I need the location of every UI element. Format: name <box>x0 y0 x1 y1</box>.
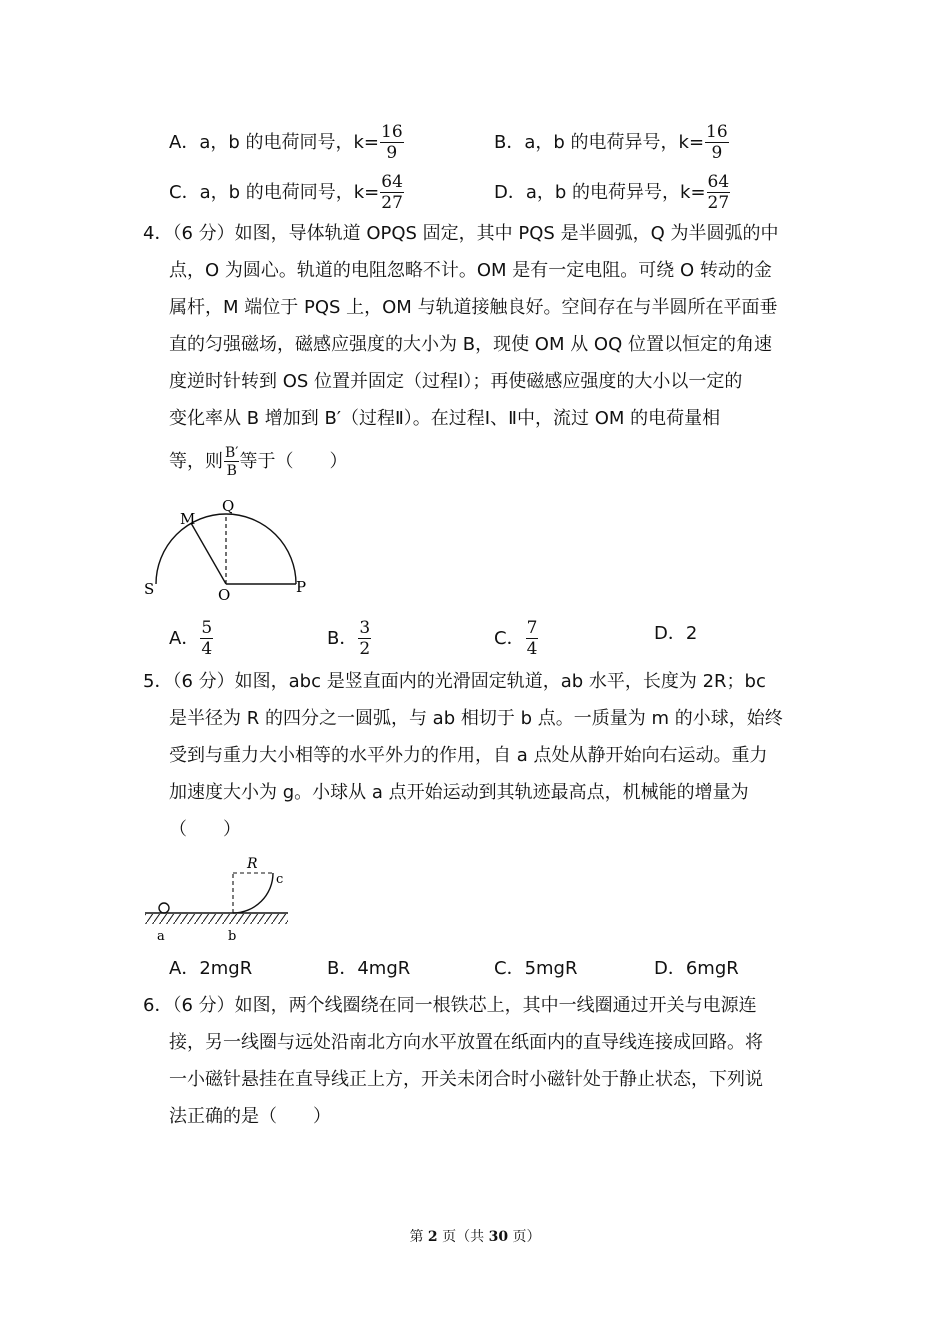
q4-option-a-fraction: $\frac{5}{4}$ <box>201 618 213 659</box>
q5-line-3: 受到与重力大小相等的水平外力的作用，自 a 点处从静开始向右运动。重力 <box>169 745 768 766</box>
label-c: c <box>276 872 284 887</box>
q3-option-c-fraction: $\frac{64}{27}$ <box>381 172 403 213</box>
label-r: R <box>247 856 258 872</box>
page-number: 2 <box>427 1229 438 1245</box>
q4-option-a: A． $\frac{5}{4}$ <box>169 618 213 659</box>
label-s: S <box>144 580 155 598</box>
label-o: O <box>218 586 231 604</box>
rod-om <box>191 523 226 584</box>
q4-option-b: B． $\frac{3}{2}$ <box>327 618 371 659</box>
q5-option-a: A．2mgR <box>169 958 253 979</box>
q5-line-1: 5．（6 分）如图，abc 是竖直面内的光滑固定轨道，ab 水平，长度为 2R；bc <box>143 671 766 692</box>
q4-option-d: D．2 <box>654 623 698 644</box>
q3-option-c: C．a，b 的电荷同号，k= $\frac{64}{27}$ <box>169 172 403 213</box>
q5-option-b: B．4mgR <box>327 958 411 979</box>
q5-line-4: 加速度大小为 g。小球从 a 点开始运动到其轨迹最高点，机械能的增量为 <box>169 782 749 803</box>
q3-option-d: D．a，b 的电荷异号，k= $\frac{64}{27}$ <box>494 172 730 213</box>
q5-line-2: 是半径为 R 的四分之一圆弧，与 ab 相切于 b 点。一质量为 m 的小球，始终 <box>169 708 783 729</box>
q4-option-b-fraction: $\frac{3}{2}$ <box>359 618 371 659</box>
q4-ratio-fraction: $\frac{B'}{B}$ <box>225 445 239 479</box>
q4-line-4: 直的匀强磁场，磁感应强度的大小为 B，现使 OM 从 OQ 位置以恒定的角速 <box>169 334 772 355</box>
q6-line-1: 6．（6 分）如图，两个线圈绕在同一根铁芯上，其中一线圈通过开关与电源连 <box>143 995 757 1016</box>
q4-line-3: 属杆，M 端位于 PQS 上，OM 与轨道接触良好。空间存在与半圆所在平面垂 <box>169 297 778 318</box>
q5-option-d: D．6mgR <box>654 958 739 979</box>
q5-figure-track <box>140 852 300 947</box>
q3-option-a: A．a，b 的电荷同号，k= $\frac{16}{9}$ <box>169 122 403 163</box>
ball <box>159 903 169 913</box>
label-q: Q <box>222 497 235 515</box>
label-b: b <box>228 929 237 944</box>
q4-line-5: 度逆时针转到 OS 位置并固定（过程Ⅰ）；再使磁感应强度的大小以一定的 <box>169 371 743 392</box>
ground-hatching <box>145 914 288 924</box>
label-a: a <box>157 929 165 944</box>
q3-option-b-fraction: $\frac{16}{9}$ <box>706 122 728 163</box>
q6-line-2: 接，另一线圈与远处沿南北方向水平放置在纸面内的直导线连接成回路。将 <box>169 1032 763 1053</box>
q4-line-7: 等，则 $\frac{B'}{B}$ 等于（ ） <box>169 445 348 479</box>
arc-bc <box>233 873 273 913</box>
q4-option-c: C． $\frac{7}{4}$ <box>494 618 538 659</box>
q4-line-6: 变化率从 B 增加到 B′（过程Ⅱ）。在过程Ⅰ、Ⅱ中，流过 OM 的电荷量相 <box>169 408 721 429</box>
q4-option-c-fraction: $\frac{7}{4}$ <box>526 618 538 659</box>
q6-line-3: 一小磁针悬挂在直导线正上方，开关未闭合时小磁针处于静止状态，下列说 <box>169 1069 763 1090</box>
q3-option-b: B．a，b 的电荷异号，k= $\frac{16}{9}$ <box>494 122 728 163</box>
q3-option-a-fraction: $\frac{16}{9}$ <box>381 122 403 163</box>
q4-figure-semicircle <box>140 494 320 604</box>
q5-line-5: （ ） <box>169 819 241 840</box>
total-pages: 30 <box>488 1229 509 1245</box>
q4-line-1: 4．（6 分）如图，导体轨道 OPQS 固定，其中 PQS 是半圆弧，Q 为半圆弧的中 <box>143 223 779 244</box>
q6-line-4: 法正确的是（ ） <box>169 1106 331 1127</box>
q3-option-d-fraction: $\frac{64}{27}$ <box>707 172 730 213</box>
q4-line-2: 点，O 为圆心。轨道的电阻忽略不计。OM 是有一定电阻。可绕 O 转动的金 <box>169 260 772 281</box>
q5-option-c: C．5mgR <box>494 958 578 979</box>
page-footer: 第 2 页（共 30 页） <box>409 1229 541 1245</box>
label-m: M <box>180 510 196 528</box>
label-p: P <box>296 578 307 596</box>
